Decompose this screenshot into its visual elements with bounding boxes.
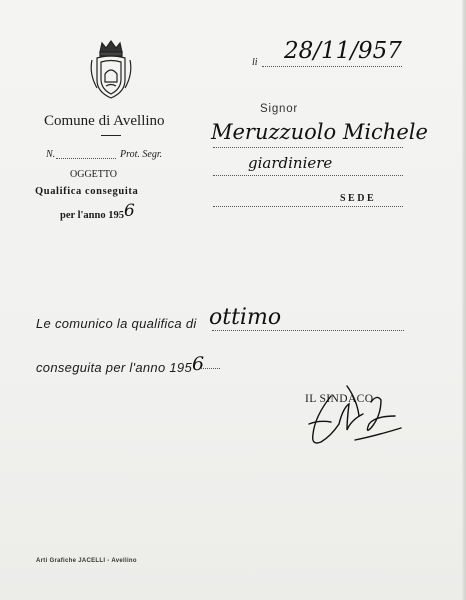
body-grade-line (212, 330, 404, 331)
addressee-name-line (213, 147, 403, 148)
mayor-title: IL SINDACO (305, 393, 374, 405)
addressee-location-line (213, 206, 403, 207)
date-prefix: li (252, 57, 258, 68)
addressee-title: Signor (260, 103, 299, 115)
municipality-name: Comune di Avellino (44, 113, 165, 129)
subject-line-2: per l'anno 1956 (60, 201, 135, 221)
printer-footer: Arti Grafiche JACELLI - Avellino (36, 558, 137, 564)
protocol-number-line (56, 158, 116, 159)
mayor-signature (285, 376, 415, 456)
date-handwritten: 28/11/957 (284, 38, 402, 64)
body-line-2: conseguita per l'anno 1956 (36, 353, 205, 375)
divider (101, 135, 121, 136)
protocol-secretary-label: Prot. Segr. (120, 149, 163, 160)
addressee-role-handwritten: giardiniere (248, 154, 333, 172)
addressee-role-line (213, 175, 403, 176)
protocol-number-label: N. (46, 149, 56, 160)
addressee-name-handwritten: Meruzzuolo Michele (211, 120, 428, 144)
subject-line-1: Qualifica conseguita (35, 186, 139, 197)
body-year-line (200, 368, 220, 369)
subject-heading: OGGETTO (70, 169, 118, 180)
body-line-1: Le comunico la qualifica di (36, 316, 197, 331)
body-grade-handwritten: ottimo (209, 305, 282, 330)
date-line (262, 66, 402, 67)
addressee-location: SEDE (340, 193, 377, 204)
coat-of-arms-seal (86, 38, 136, 102)
